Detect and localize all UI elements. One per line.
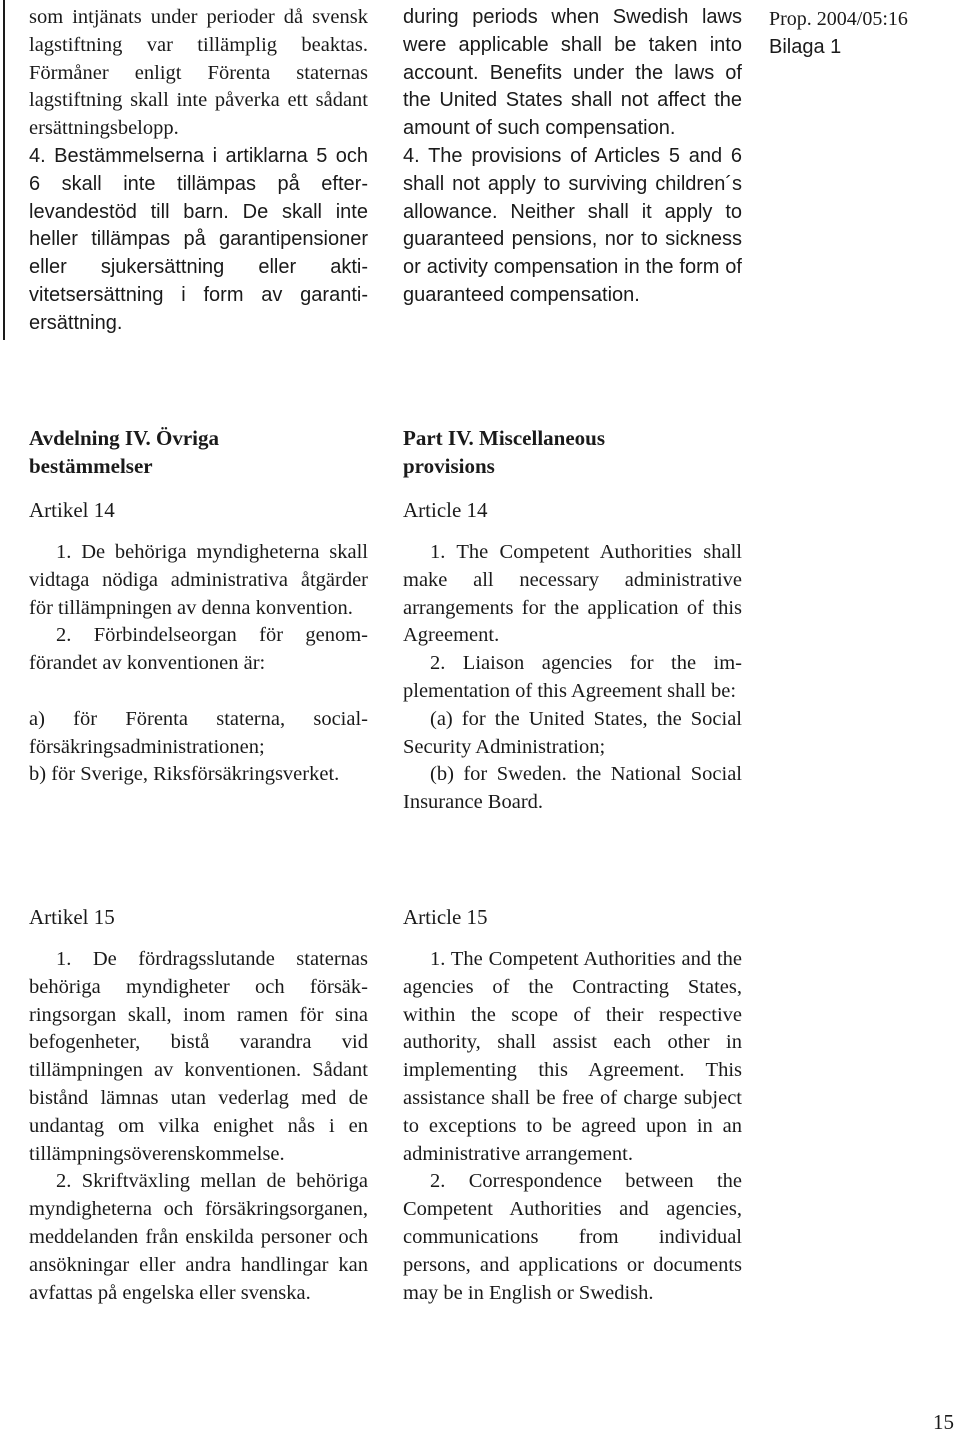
en-article-14-heading: Article 14	[403, 498, 488, 522]
sv-art14-item-a: a) för Förenta staterna, socialförsäkringsadministrationen;	[29, 707, 368, 758]
block1-english-column	[403, 4, 742, 310]
block2-swedish-column	[29, 424, 368, 789]
block1-sv-paragraph-1: som intjänats under perioder då svensk lagstiftning var tillämplig beaktas. Förmåner enligt Förenta staternas lagstiftning skall inte påverka ett sådant ersättningsbelopp.	[29, 6, 368, 140]
en-part-heading: Part IV. Miscellaneous provisions	[403, 426, 606, 478]
sv-art15-paragraph-2: 2. Skriftväxling mellan de behöriga myndigheterna och försäkringsorganen, meddelanden från enskilda personer och ansökningar eller andra handlingar kan avfattas på engelska eller svenska.	[29, 1170, 368, 1304]
margin-change-bar	[3, 0, 5, 340]
sv-art15-paragraph-1: 1. De fördragsslutande staternas behöriga myndigheter och försäkringsorgan skall, inom ramen för sina befogenheter, bistå varandra vid tillämpningen av konventionen. Sådant bistånd lämnas utan vederlag med de undantag om vilka enighet nås i en tillämpningsöverenskommelse.	[29, 948, 368, 1165]
block2-english-column	[403, 424, 742, 817]
page-number: 15	[933, 1410, 954, 1434]
en-art14-item-b: (b) for Sweden. the National Social Insurance Board.	[403, 763, 742, 814]
block1-sv-paragraph-2: 4. Bestämmelserna i artiklarna 5 och 6 skall inte tillämpas på efterlevandestöd till barn. De skall inte heller tillämpas på garantipensioner eller sjukersättning eller aktivitetsersättning i form av garantiersättning.	[29, 144, 368, 334]
en-art14-paragraph-1: 1. The Competent Authorities shall make all necessary administrative arrangements for the application of this Agreement.	[403, 541, 742, 647]
sv-article-14-heading: Artikel 14	[29, 498, 115, 522]
sv-part-heading: Avdelning IV. Övriga bestämmelser	[29, 426, 220, 478]
document-reference	[769, 6, 908, 62]
en-article-15-heading: Article 15	[403, 905, 488, 929]
en-art15-paragraph-1: 1. The Competent Authorities and the agencies of the Contracting States, within the scope of their respective authority, shall assist each other in implementing this Agreement. This assistance shall be free of charge subject to exceptions to be agreed upon in an administrative arrangement.	[403, 948, 742, 1165]
block3-swedish-column	[29, 903, 368, 1307]
block1-en-paragraph-2: 4. The provisions of Articles 5 and 6 shall not apply to surviving children´s allowance. Neither shall it apply to guaranteed pensions, nor to sickness or activity compensation in the form of guaranteed compensation.	[403, 144, 742, 306]
sv-art14-item-b: b) för Sverige, Riksförsäkringsverket.	[29, 763, 340, 786]
sv-art14-paragraph-1: 1. De behöriga myndigheterna skall vidtaga nödiga administrativa åtgärder för tillämpningen av denna konvention.	[29, 541, 368, 619]
prop-reference: Prop. 2004/05:16	[769, 8, 908, 30]
block1-swedish-column	[29, 4, 368, 338]
sv-article-15-heading: Artikel 15	[29, 905, 115, 929]
sv-art14-paragraph-2: 2. Förbindelseorgan för genomförandet av konventionen är:	[29, 624, 368, 675]
block1-en-paragraph-1: during periods when Swedish laws were applicable shall be taken into account. Benefits under the laws of the United States shall not affect the amount of such compensation.	[403, 6, 742, 140]
en-art14-item-a: (a) for the United States, the Social Security Administration;	[403, 707, 742, 758]
en-art14-paragraph-2: 2. Liaison agencies for the implementation of this Agreement shall be:	[403, 652, 742, 702]
appendix-label: Bilaga 1	[769, 35, 842, 58]
en-art15-paragraph-2: 2. Correspondence between the Competent Authorities and agencies, communications from individual persons, and applications or documents may be in English or Swedish.	[403, 1170, 742, 1304]
block3-english-column	[403, 903, 742, 1307]
